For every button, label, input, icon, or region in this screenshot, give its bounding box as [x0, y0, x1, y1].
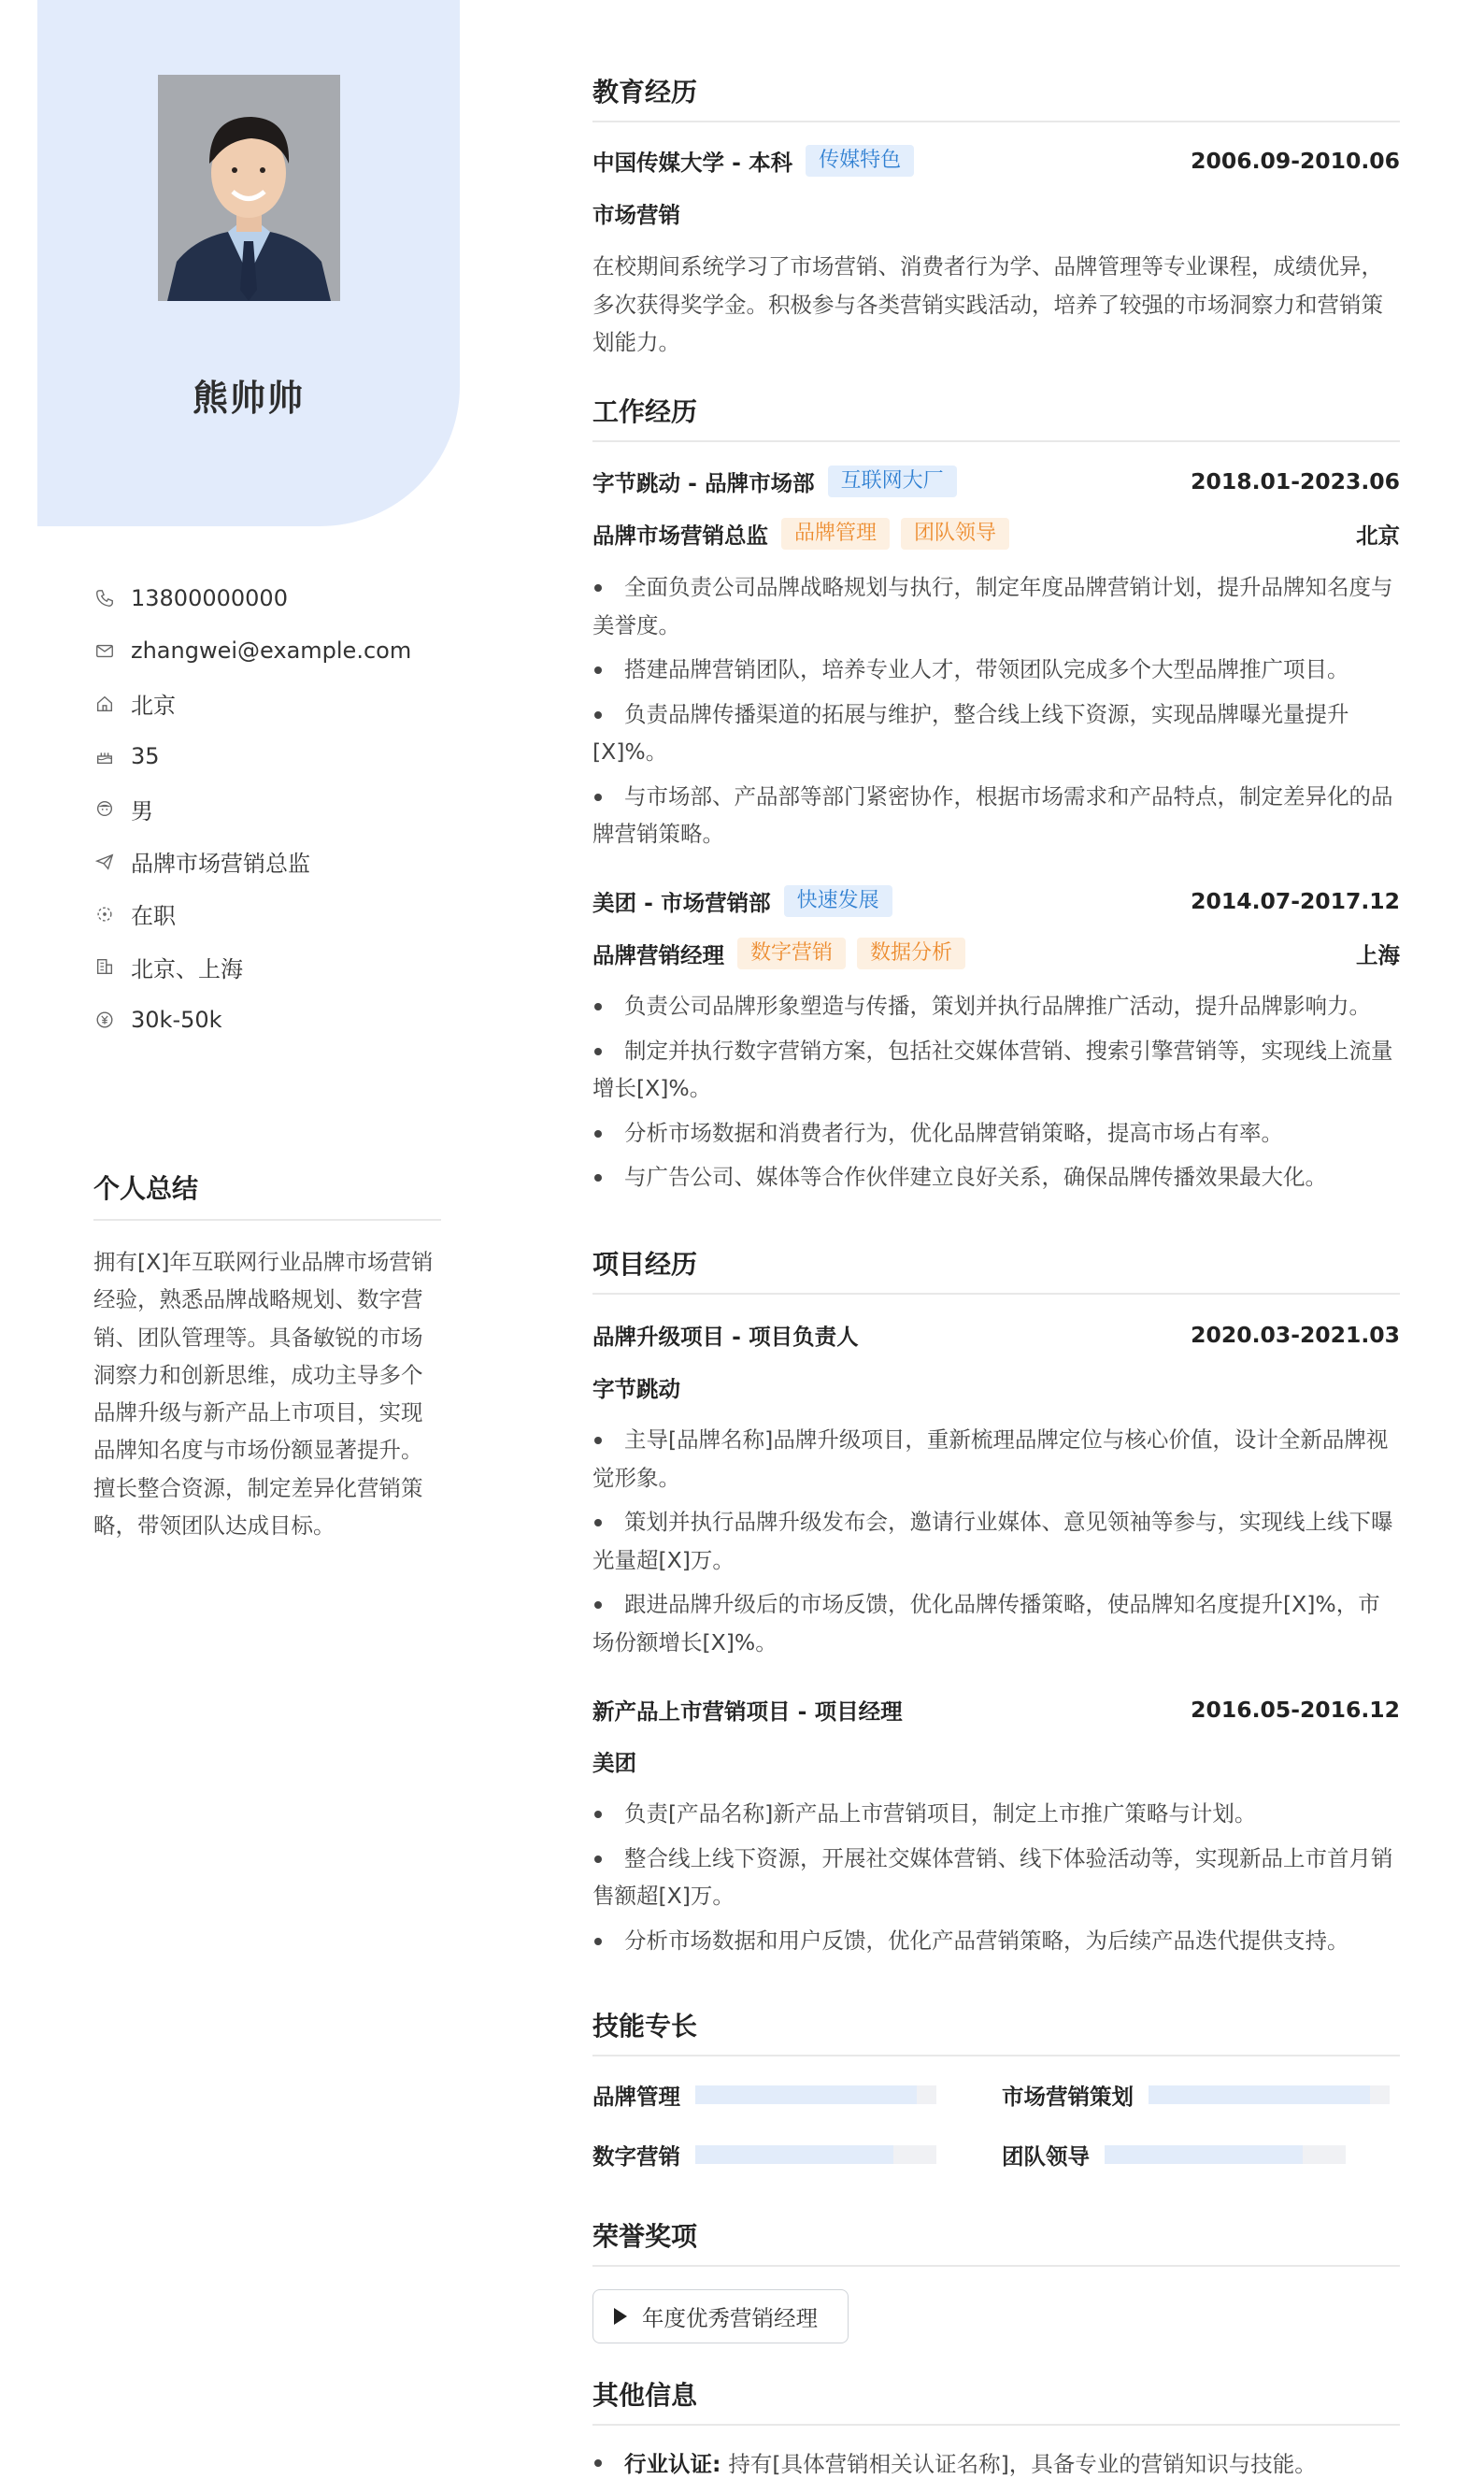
- skill-bar: [695, 2085, 936, 2104]
- project-org: 美团: [592, 1750, 636, 1776]
- list-item: 负责公司品牌形象塑造与传播，策划并执行品牌推广活动，提升品牌影响力。: [592, 987, 1400, 1025]
- list-item: 整合线上线下资源，开展社交媒体营销、线下体验活动等，实现新品上市首月销售额超[X]万。: [592, 1840, 1400, 1915]
- award-label: 年度优秀营销经理: [642, 2305, 818, 2331]
- project-bullets: [592, 1795, 1400, 1966]
- job-role: 品牌市场营销总监: [592, 523, 768, 549]
- job-city: 上海: [1356, 942, 1400, 968]
- skill-item: [1002, 2079, 1390, 2111]
- info-salary: 30k-50k: [131, 1006, 222, 1033]
- skill-name: 数字营销: [592, 2143, 680, 2170]
- profile-header: [37, 0, 460, 526]
- sidebar: [37, 0, 460, 2479]
- job-tag: 互联网大厂: [828, 466, 957, 497]
- job-bullets: [592, 568, 1400, 860]
- education-major-row: [592, 196, 1400, 230]
- building-icon: [93, 955, 116, 978]
- project-bullets: [592, 1421, 1400, 1668]
- skill-item: [1002, 2139, 1346, 2171]
- project-period: 2016.05-2016.12: [1191, 1697, 1400, 1723]
- list-item: 全面负责公司品牌战略规划与执行，制定年度品牌营销计划，提升品牌知名度与美誉度。: [592, 568, 1400, 644]
- skill-name: 团队领导: [1002, 2143, 1090, 2170]
- list-item: 制定并执行数字营销方案，包括社交媒体营销、搜索引擎营销等，实现线上流量增长[X]%。: [592, 1032, 1400, 1108]
- info-phone[interactable]: 13800000000: [131, 585, 288, 612]
- info-row-email: [93, 624, 449, 677]
- list-item: 与市场部、产品部等部门紧密协作，根据市场需求和产品特点，制定差异化的品牌营销策略。: [592, 778, 1400, 853]
- summary-title: 个人总结: [93, 1168, 441, 1221]
- award-item-button[interactable]: [592, 2289, 849, 2343]
- info-position: 品牌市场营销总监: [131, 851, 310, 878]
- list-item: 负责[产品名称]新产品上市营销项目，制定上市推广策略与计划。: [592, 1795, 1400, 1833]
- project-name: 新产品上市营销项目 - 项目经理: [592, 1698, 903, 1725]
- play-icon: [614, 2308, 627, 2325]
- info-row-phone: [93, 572, 449, 624]
- other-info-item: [592, 2446, 1400, 2478]
- job-role-row: [592, 517, 1400, 551]
- gender-icon: [93, 797, 116, 820]
- job-skill-tag: 数据分析: [857, 938, 965, 969]
- job-company: 美团 - 市场营销部: [592, 890, 771, 916]
- cake-icon: [93, 745, 116, 767]
- other-info-label: 行业认证:: [624, 2451, 721, 2477]
- profile-photo: [158, 75, 340, 301]
- job-skill-tag: 数字营销: [737, 938, 846, 969]
- education-school: 中国传媒大学 - 本科: [592, 150, 793, 176]
- info-row-cities: [93, 940, 449, 993]
- education-period: 2006.09-2010.06: [1191, 148, 1400, 174]
- education-desc: 在校期间系统学习了市场营销、消费者行为学、品牌管理等专业课程，成绩优异，多次获得奖学金。积极参与各类营销实践活动，培养了较强的市场洞察力和营销策划能力。: [592, 253, 1383, 355]
- status-icon: [93, 903, 116, 925]
- other-info-text: 持有[具体营销相关认证名称]，具备专业的营销知识与技能。: [728, 2451, 1317, 2477]
- skill-bar: [1149, 2085, 1390, 2104]
- skill-name: 市场营销策划: [1002, 2084, 1134, 2110]
- skill-bar: [695, 2145, 936, 2164]
- skills-title: 技能专长: [592, 2011, 1400, 2056]
- skill-bar-fill: [695, 2145, 893, 2164]
- info-row-position: [93, 835, 449, 887]
- project-org: 字节跳动: [592, 1376, 680, 1402]
- job-header: [592, 884, 1400, 918]
- job-period: 2018.01-2023.06: [1191, 468, 1400, 494]
- info-cities: 北京、上海: [131, 955, 243, 982]
- info-row-age: [93, 730, 449, 782]
- list-item: 主导[品牌名称]品牌升级项目，重新梳理品牌定位与核心价值，设计全新品牌视觉形象。: [592, 1421, 1400, 1497]
- job-period: 2014.07-2017.12: [1191, 888, 1400, 914]
- job-role-row: [592, 937, 1400, 970]
- awards-title: 荣誉奖项: [592, 2221, 1400, 2267]
- mail-icon: [93, 639, 116, 662]
- skill-bar-fill: [695, 2085, 917, 2104]
- projects-title: 项目经历: [592, 1249, 1400, 1295]
- project-header: [592, 1318, 1400, 1352]
- project-period: 2020.03-2021.03: [1191, 1322, 1400, 1348]
- job-role: 品牌营销经理: [592, 942, 724, 968]
- profile-name: 熊帅帅: [192, 378, 305, 419]
- summary-text: 拥有[X]年互联网行业品牌市场营销经验，熟悉品牌战略规划、数字营销、团队管理等。具备敏锐的市场洞察力和创新思维，成功主导多个品牌升级与新产品上市项目，实现品牌知名度与市场份额显著提升。擅长整合资源，制定差异化营销策略，带领团队达成目标。: [93, 1249, 434, 1540]
- skill-bar-fill: [1149, 2085, 1370, 2104]
- project-org-row: [592, 1370, 1400, 1404]
- info-row-location: [93, 678, 449, 730]
- job-city: 北京: [1356, 523, 1400, 549]
- skill-bar: [1105, 2145, 1346, 2164]
- job-tag: 快速发展: [784, 885, 892, 917]
- job-header: [592, 465, 1400, 498]
- job-skill-tag: 品牌管理: [781, 518, 890, 550]
- job-company: 字节跳动 - 品牌市场部: [592, 470, 815, 496]
- list-item: 分析市场数据和消费者行为，优化品牌营销策略，提高市场占有率。: [592, 1114, 1400, 1153]
- info-status: 在职: [131, 903, 176, 930]
- skill-bar-fill: [1105, 2145, 1303, 2164]
- list-item: 跟进品牌升级后的市场反馈，优化品牌传播策略，使品牌知名度提升[X]%，市场份额增长[X]%。: [592, 1585, 1400, 1661]
- education-header: [592, 144, 1400, 178]
- info-location: 北京: [131, 693, 176, 720]
- contact-info: [93, 572, 449, 1046]
- info-age: 35: [131, 743, 160, 770]
- salary-icon: [93, 1009, 116, 1031]
- list-item: 与广告公司、媒体等合作伙伴建立良好关系，确保品牌传播效果最大化。: [592, 1158, 1400, 1197]
- home-icon: [93, 693, 116, 715]
- phone-icon: [93, 587, 116, 609]
- list-item: 负责品牌传播渠道的拓展与维护，整合线上线下资源，实现品牌曝光量提升[X]%。: [592, 695, 1400, 771]
- job-skill-tag: 团队领导: [901, 518, 1009, 550]
- other-title: 其他信息: [592, 2380, 1400, 2426]
- education-title: 教育经历: [592, 77, 1400, 122]
- info-row-salary: [93, 993, 449, 1045]
- education-major: 市场营销: [592, 202, 680, 228]
- work-title: 工作经历: [592, 396, 1400, 442]
- skill-item: [592, 2139, 936, 2171]
- info-row-status: [93, 888, 449, 940]
- project-org-row: [592, 1744, 1400, 1778]
- send-icon: [93, 851, 116, 873]
- list-item: 分析市场数据和用户反馈，优化产品营销策略，为后续产品迭代提供支持。: [592, 1922, 1400, 1960]
- project-header: [592, 1693, 1400, 1727]
- job-bullets: [592, 987, 1400, 1203]
- list-item: 策划并执行品牌升级发布会，邀请行业媒体、意见领袖等参与，实现线上线下曝光量超[X]万。: [592, 1503, 1400, 1579]
- education-tag: 传媒特色: [806, 145, 914, 177]
- skill-item: [592, 2079, 936, 2111]
- info-email[interactable]: zhangwei@example.com: [131, 638, 412, 665]
- skill-name: 品牌管理: [592, 2084, 680, 2110]
- project-name: 品牌升级项目 - 项目负责人: [592, 1324, 859, 1350]
- list-item: 搭建品牌营销团队，培养专业人才，带领团队完成多个大型品牌推广项目。: [592, 651, 1400, 689]
- info-row-gender: [93, 782, 449, 835]
- info-gender: 男: [131, 797, 153, 824]
